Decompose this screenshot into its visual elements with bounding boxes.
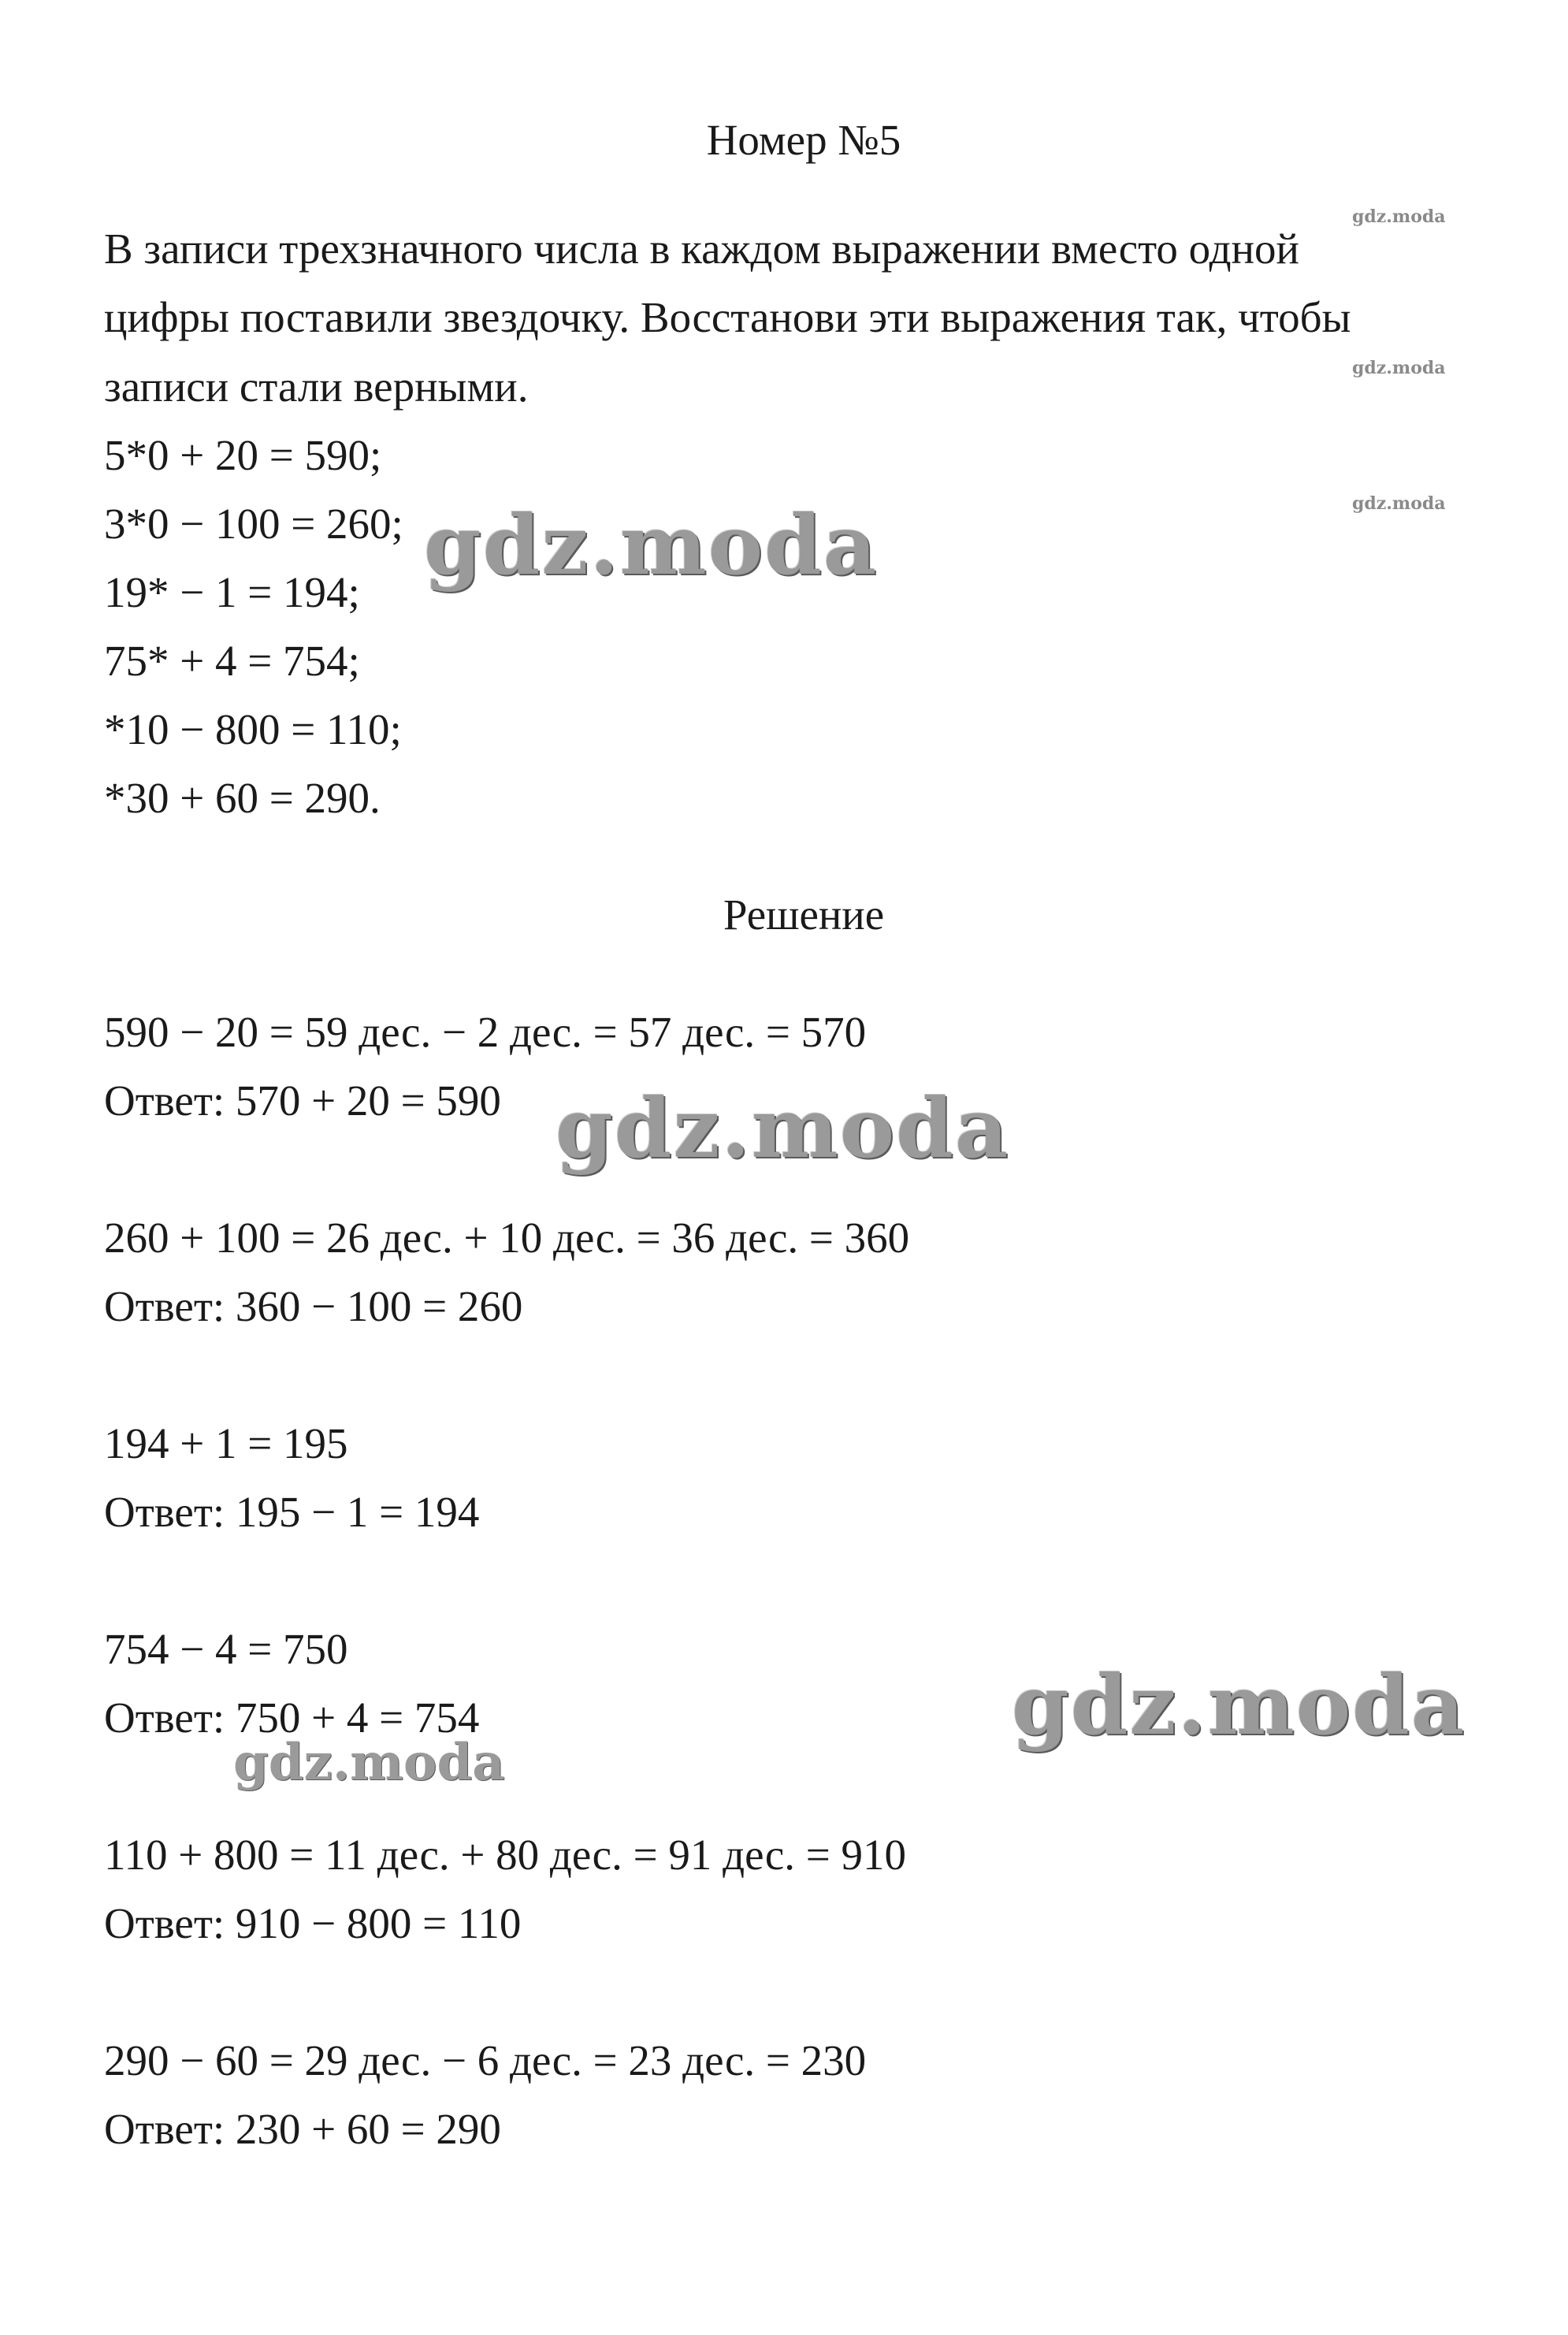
watermark-large-3: gdz.moda bbox=[1012, 1656, 1466, 1753]
expression-1: 5*0 + 20 = 590; bbox=[104, 431, 382, 479]
solution-5-answer: Ответ: 910 − 800 = 110 bbox=[104, 1899, 522, 1947]
watermark-small-1: gdz.moda bbox=[1352, 206, 1446, 227]
expression-2: 3*0 − 100 = 260; bbox=[104, 500, 403, 548]
solution-3-work: 194 + 1 = 195 bbox=[104, 1419, 348, 1467]
expression-3: 19* − 1 = 194; bbox=[104, 568, 360, 616]
solution-2-work: 260 + 100 = 26 дес. + 10 дес. = 36 дес. = 360 bbox=[104, 1214, 910, 1262]
watermark-large-1: gdz.moda bbox=[424, 496, 879, 593]
watermark-medium-1: gdz.moda bbox=[233, 1733, 505, 1792]
watermark-small-3: gdz.moda bbox=[1352, 493, 1446, 514]
solution-4-answer: Ответ: 750 + 4 = 754 bbox=[104, 1694, 480, 1742]
solution-5-work: 110 + 800 = 11 дес. + 80 дес. = 91 дес. = 910 bbox=[104, 1831, 907, 1879]
solution-6-answer: Ответ: 230 + 60 = 290 bbox=[104, 2105, 501, 2153]
expression-4: 75* + 4 = 754; bbox=[104, 637, 360, 685]
task-line-2: цифры поставили звездочку. Восстанови эти выражения так, чтобы bbox=[104, 293, 1351, 341]
solution-1-work: 590 − 20 = 59 дес. − 2 дес. = 57 дес. = 570 bbox=[104, 1008, 867, 1056]
expression-5: *10 − 800 = 110; bbox=[104, 705, 402, 753]
solution-3-answer: Ответ: 195 − 1 = 194 bbox=[104, 1488, 480, 1536]
watermark-large-2: gdz.moda bbox=[555, 1080, 1010, 1177]
solution-2-answer: Ответ: 360 − 100 = 260 bbox=[104, 1282, 523, 1330]
task-line-1: В записи трехзначного числа в каждом выражении вместо одной bbox=[104, 225, 1299, 273]
watermark-small-2: gdz.moda bbox=[1352, 358, 1446, 378]
solution-4-work: 754 − 4 = 750 bbox=[104, 1625, 348, 1673]
solution-1-answer: Ответ: 570 + 20 = 590 bbox=[104, 1076, 501, 1125]
expression-6: *30 + 60 = 290. bbox=[104, 774, 381, 822]
page-title: Номер №5 bbox=[706, 116, 901, 164]
solution-heading: Решение bbox=[723, 890, 885, 939]
task-line-3: записи стали верными. bbox=[104, 363, 529, 411]
solution-6-work: 290 − 60 = 29 дес. − 6 дес. = 23 дес. = 230 bbox=[104, 2036, 867, 2084]
